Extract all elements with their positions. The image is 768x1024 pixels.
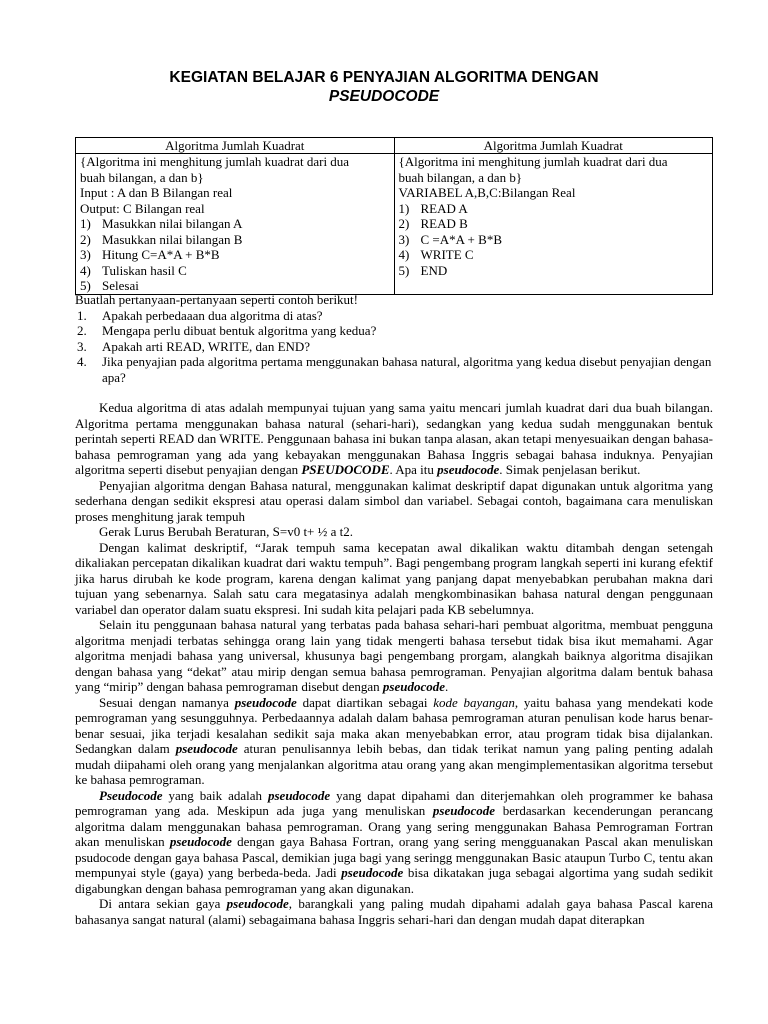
text-run: yang baik adalah	[162, 787, 268, 803]
title-line-2: PSEUDOCODE	[328, 88, 440, 105]
text-run: berdasarkan kecenderungan perancang algoritma dalam menggunakan bahasa pemrograman. Orang yang sering menggunakan Bahasa Pemrograman Fortran akan menuliskan	[75, 803, 713, 849]
emphasis: pseudocode	[432, 803, 496, 818]
cell-line: Output: C Bilangan real	[80, 200, 205, 216]
question-list	[75, 292, 715, 385]
step-number: 2)	[398, 216, 410, 231]
item-text: Jika penyajian pada algoritma pertama menggunakan bahasa natural, algoritma yang kedua disebut penyajian dengan apa?	[102, 354, 712, 385]
item-text: Apakah arti READ, WRITE, dan END?	[102, 338, 311, 354]
item-text: Mengapa perlu dibuat bentuk algoritma yang kedua?	[102, 323, 377, 338]
text-run: .	[445, 679, 449, 694]
cell-line: {Algoritma ini menghitung jumlah kuadrat dari dua	[398, 154, 668, 169]
step-number: 2)	[80, 231, 91, 247]
list-item	[75, 354, 715, 385]
cell-line: Input : A dan B Bilangan real	[80, 185, 233, 200]
text-run: aturan penulisannya lebih bebas, dan tidak terikat namun yang paling penting adalah mudah diipahami oleh orang yang menjalankan algoritma atau orang yang akan mengimplementasikan algoritma tersebut ke bahasa pemrograman.	[75, 741, 713, 787]
list-item	[75, 323, 715, 339]
algorithm-comparison-table	[75, 137, 713, 295]
step-text: READ B	[420, 216, 468, 231]
emphasis: pseudocode	[341, 865, 404, 880]
algorithm-step	[399, 263, 709, 279]
paragraph	[75, 896, 713, 927]
step-number: 5)	[398, 262, 410, 278]
list-item	[75, 339, 715, 355]
paragraph: Penyajian algoritma dengan Bahasa natural, menggunakan kalimat deskriptif dapat digunakan untuk algoritma yang sederhana dengan sedikit ekspresi atau operasi dalam simbol dan variabel. Sebagai contoh, bagaimana cara menuliskan proses menghitung jarak tempuh	[75, 477, 713, 524]
table-header-left: Algoritma Jumlah Kuadrat	[76, 138, 395, 154]
emphasis: Pseudocode	[99, 787, 163, 803]
body-text	[75, 400, 713, 927]
step-text: END	[420, 262, 448, 278]
cell-line: {Algoritma ini menghitung jumlah kuadrat dari dua	[80, 154, 350, 169]
emphasis: pseudocode	[234, 694, 297, 710]
algorithm-step	[399, 216, 709, 232]
table-header-right: Algoritma Jumlah Kuadrat	[394, 138, 713, 154]
text-run: dengan gaya Bahasa Fortran, orang yang sering mengguanakan Pascal akan menuliskan psudocode dengan gaya bahasa Pascal, demikian juga bagi yang seringg menggunakan Basic ataupun Turbo C, tentu akan mempunyai style (gaya) yang berbeda-beda. Jadi	[75, 834, 713, 880]
step-text: Tuliskan hasil C	[102, 262, 187, 278]
text-run: , barangkali yang paling mudah dipahami adalah gaya bahasa Pascal karena bahasanya sangat natural (alami) sebagaimana bahasa Inggris sehari-hari dan dengan mudah dapat diterapkan	[75, 896, 713, 927]
table-header-row	[76, 138, 713, 154]
algorithm-step	[80, 216, 390, 232]
question-intro: Buatlah pertanyaan-pertanyaan seperti contoh berikut!	[75, 292, 358, 307]
emphasis: pseudocode	[382, 679, 446, 694]
step-number: 3)	[80, 247, 91, 262]
algorithm-step	[80, 263, 390, 279]
item-number: 3.	[77, 338, 87, 354]
text-run: bisa dikatakan juga sebagai algortima yang sudah sedikit digabungkan dengan bahasa pemrograman yang akan digunakan.	[75, 865, 713, 896]
emphasis: pseudocode	[268, 787, 331, 803]
algorithm-step	[399, 232, 709, 248]
text-run: yang dapat dipahami dan diterjemahkan oleh programmer ke bahasa pemrograman yang ada. Meskipun ada juga yang menuliskan	[75, 787, 714, 818]
cell-line: buah bilangan, a dan b}	[80, 169, 204, 185]
emphasis: pseudocode	[226, 896, 289, 911]
paragraph	[75, 695, 713, 788]
step-text: READ A	[420, 200, 468, 216]
text-run: Sesuai dengan namanya	[99, 694, 235, 710]
emphasis: kode bayangan	[433, 694, 515, 710]
item-text: Apakah perbedaaan dua algoritma di atas?	[102, 307, 323, 323]
natural-language-algorithm-cell	[76, 154, 395, 295]
step-text: C =A*A + B*B	[420, 231, 502, 247]
step-number: 3)	[398, 231, 410, 247]
cell-line: VARIABEL A,B,C:Bilangan Real	[398, 185, 576, 200]
text-run: . Simak penjelasan berikut.	[499, 462, 641, 477]
pseudocode-algorithm-cell	[394, 154, 713, 295]
text-run: Selain itu penggunaan bahasa natural yang terbatas pada bahasa sehari-hari pembuat algoritma, membuat pengguna algoritma menjadi terbatas sehingga orang lain yang tidak mengerti bahasa tersebut tidak bisa ikut memahami. Agar algoritma menjadi bahasa yang universal, khusunya bagi pengembang prorgam, alangkah baiknya algoritma disajikan dengan bahasa yang “dekat” atau mirip dengan semua bahasa pemrograman. Penyajian algoritma dalam bentuk bahasa yang “mirip” dengan bahasa pemrograman disebut dengan	[75, 617, 713, 694]
algorithm-step	[399, 201, 709, 217]
paragraph: Dengan kalimat deskriptif, “Jarak tempuh sama kecepatan awal dikalikan waktu ditambah dengan setengah dikaliakan percepatan dikalikan kuadrat dari waktu tempuh”. Bagi pengembang program langkah seperti ini kurang efektif jika harus dirubah ke kode program, karena dengan kalimat yang panjang dapat menyebabkan perubahan makna dari tujuan yang sebenarnya. Salah satu cara megatasinya adalah mengkombinasikan bahasa natural dengan penggunaan variabel dan operator dalam suatu ekspresi. Ini sudah kita pelajari pada KB sebelumnya.	[75, 539, 713, 617]
text-run: , yaitu bahasa yang mendekati kode pemrograman yang sesungguhnya. Perbedaannya adalah dalam bahasa pemrograman aturan penulisan kode harus benar-benar sesuai, jika terjadi kesalahan sedikit saja maka akan menyebabkan error, atau program tidak bisa dijalankan. Sedangkan dalam	[75, 694, 713, 756]
step-text: Hitung C=A*A + B*B	[102, 247, 220, 262]
step-number: 4)	[80, 262, 91, 278]
emphasis: pseudocode	[437, 462, 500, 477]
paragraph	[75, 617, 713, 695]
text-run: . Apa itu	[389, 462, 438, 477]
page-title	[0, 68, 768, 106]
emphasis: pseudocode	[175, 741, 238, 756]
step-text: Masukkan nilai bilangan B	[102, 231, 243, 247]
step-number: 4)	[398, 247, 410, 262]
algorithm-step	[399, 247, 709, 263]
text-run: Di antara sekian gaya	[99, 896, 227, 911]
paragraph	[75, 788, 713, 897]
step-text: Masukkan nilai bilangan A	[102, 216, 243, 231]
step-text: WRITE C	[420, 247, 474, 262]
step-number: 5)	[80, 278, 91, 293]
step-text: Selesai	[102, 278, 139, 293]
step-number: 1)	[398, 200, 410, 216]
paragraph	[75, 400, 713, 478]
step-number: 1)	[80, 216, 91, 231]
text-run: dapat diartikan sebagai	[296, 694, 434, 710]
item-number: 2.	[77, 323, 87, 338]
algorithm-step	[80, 247, 390, 263]
item-number: 4.	[77, 354, 87, 369]
table-body-row	[76, 154, 713, 295]
title-line-1: KEGIATAN BELAJAR 6 PENYAJIAN ALGORITMA DENGAN	[169, 69, 599, 86]
formula-line: Gerak Lurus Berubah Beraturan, S=v0 t+ ½ a t2.	[99, 524, 354, 539]
item-number: 1.	[77, 307, 87, 323]
cell-line: buah bilangan, a dan b}	[398, 169, 523, 185]
list-item	[75, 308, 715, 324]
emphasis: PSEUDOCODE	[301, 462, 390, 477]
text-run: Kedua algoritma di atas adalah mempunyai tujuan yang sama yaitu mencari jumlah kuadrat dari dua buah bilangan. Algoritma pertama menggunakan bahasa natural (sehari-hari), sedangkan yang kedua sudah menggunakan bentuk perintah seperti READ dan WRITE. Penggunaan bahasa ini bukan tanpa alasan, akan tetapi menyesuaikan dengan bahasa-bahasa pemrograman yang ada yang kebayakan menggunakan Bahasa Inggris sebagai bahasa induknya. Penyajian algoritma seperti disebut penyajian dengan	[75, 400, 713, 477]
algorithm-step	[80, 232, 390, 248]
emphasis: pseudocode	[169, 834, 232, 849]
